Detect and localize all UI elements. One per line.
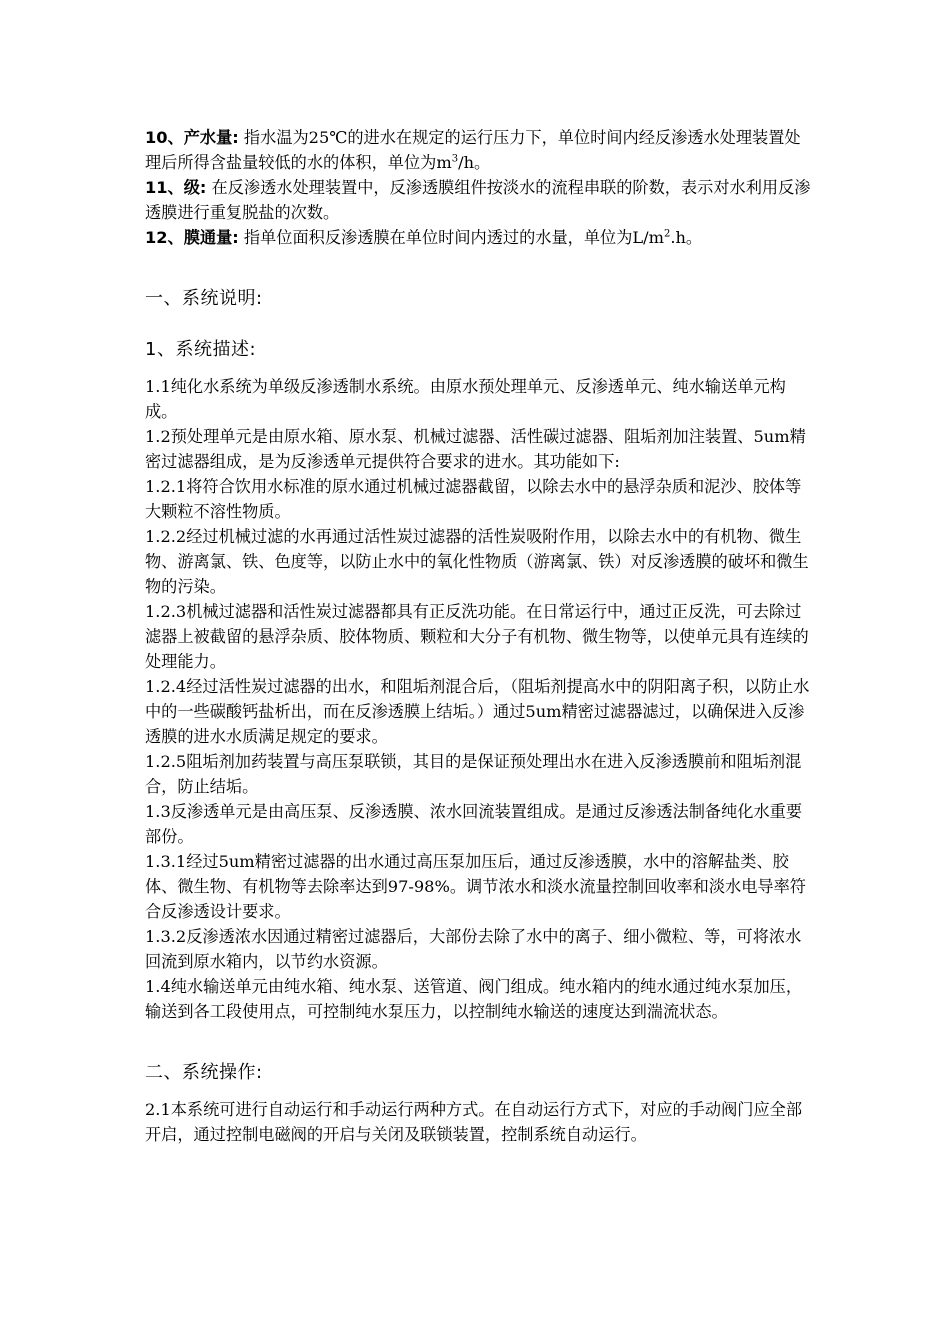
definition-term: 12、膜通量:: [145, 228, 239, 247]
paragraph-1-4: 1.4纯水输送单元由纯水箱、纯水泵、送管道、阀门组成。纯水箱内的纯水通过纯水泵加压，输送到各工段使用点，可控制纯水泵压力，以控制纯水输送的速度达到湍流状态。: [145, 977, 803, 1021]
paragraph-1-3-1: 1.3.1经过5um精密过滤器的出水通过高压泵加压后，通过反渗透膜，水中的溶解盐类、胶体、微生物、有机物等去除率达到97-98%。调节浓水和淡水流量控制回收率和淡水电导率符合反渗透设计要求。: [145, 852, 806, 921]
definition-text: 指水温为25℃的进水在规定的运行压力下，单位时间内经反渗透水处理装置处理后所得含盐量较低的水的体积，单位为m: [145, 128, 801, 172]
paragraph-1-2-3: 1.2.3机械过滤器和活性炭过滤器都具有正反洗功能。在日常运行中，通过正反洗，可去除过滤器上被截留的悬浮杂质、胶体物质、颗粒和大分子有机物、微生物等，以使单元具有连续的处理能力。: [145, 602, 809, 671]
section-title-system-description: 一、系统说明:: [145, 288, 263, 309]
document-page: [145, 125, 815, 1147]
definition-10: [145, 125, 815, 175]
definition-term: 10、产水量:: [145, 128, 239, 147]
definition-12: [145, 225, 815, 250]
paragraph-1-2-2: 1.2.2经过机械过滤的水再通过活性炭过滤器的活性炭吸附作用，以除去水中的有机物、微生物、游离氯、铁、色度等，以防止水中的氧化性物质（游离氯、铁）对反渗透膜的破坏和微生物的污染。: [145, 527, 809, 596]
definition-text: 在反渗透水处理装置中，反渗透膜组件按淡水的流程串联的阶数，表示对水利用反渗透膜进行重复脱盐的次数。: [145, 178, 811, 222]
paragraph-1-2: 1.2预处理单元是由原水箱、原水泵、机械过滤器、活性碳过滤器、阻垢剂加注装置、5um精密过滤器组成，是为反渗透单元提供符合要求的进水。其功能如下:: [145, 427, 806, 471]
definition-text: 指单位面积反渗透膜在单位时间内透过的水量，单位为L/m: [238, 228, 664, 247]
definition-11: [145, 175, 815, 225]
paragraph-1-2-1: 1.2.1将符合饮用水标准的原水通过机械过滤器截留，以除去水中的悬浮杂质和泥沙、胶体等大颗粒不溶性物质。: [145, 477, 802, 521]
unit-superscript: 2: [663, 228, 671, 240]
paragraph-1-2-5: 1.2.5阻垢剂加药装置与高压泵联锁，其目的是保证预处理出水在进入反渗透膜前和阻垢剂混合，防止结垢。: [145, 752, 802, 796]
unit-superscript: 3: [451, 153, 459, 165]
definition-text-end: /h。: [458, 153, 491, 172]
definition-term: 11、级:: [145, 178, 207, 197]
section-title-system-operation: 二、系统操作:: [145, 1062, 263, 1083]
subsection-title-system-overview: 1、系统描述:: [145, 339, 257, 360]
section2-body: [145, 1097, 815, 1147]
definitions-block: [145, 125, 815, 250]
paragraph-1-1: 1.1纯化水系统为单级反渗透制水系统。由原水预处理单元、反渗透单元、纯水输送单元构成。: [145, 377, 786, 421]
paragraph-2-1: 2.1本系统可进行自动运行和手动运行两种方式。在自动运行方式下，对应的手动阀门应全部开启，通过控制电磁阀的开启与关闭及联锁装置，控制系统自动运行。: [145, 1100, 803, 1144]
section1-body: [145, 374, 815, 1024]
definition-text-end: .h。: [670, 228, 703, 247]
paragraph-1-3-2: 1.3.2反渗透浓水因通过精密过滤器后，大部份去除了水中的离子、细小微粒、等，可将浓水回流到原水箱内，以节约水资源。: [145, 927, 802, 971]
paragraph-1-3: 1.3反渗透单元是由高压泵、反渗透膜、浓水回流装置组成。是通过反渗透法制备纯化水重要部份。: [145, 802, 803, 846]
paragraph-1-2-4: 1.2.4经过活性炭过滤器的出水，和阻垢剂混合后，（阻垢剂提高水中的阴阳离子积，以防止水中的一些碳酸钙盐析出，而在反渗透膜上结垢。）通过5um精密过滤器滤过，以确保进入反渗透膜的进水水质满足规定的要求。: [145, 677, 810, 746]
